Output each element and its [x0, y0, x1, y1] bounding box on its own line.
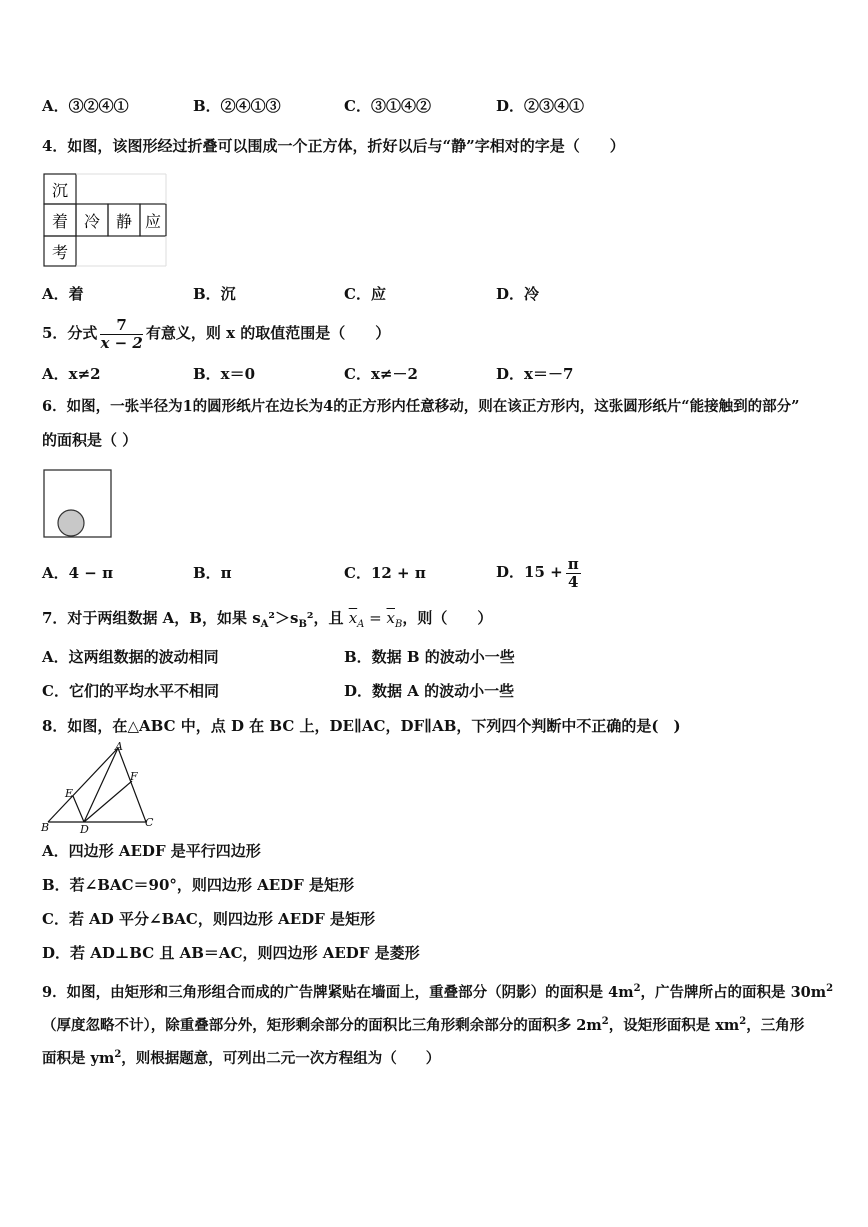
q7-xa-mean: $\overline{x}$ [348, 609, 358, 627]
q6-option-d-num: π [567, 554, 579, 573]
q9-l3b: ，则根据题意，可列出二元一次方程组为（ ） [121, 1049, 441, 1067]
q5-frac-den: x − 2 [100, 333, 143, 352]
q7-text-4: ，则（ ） [402, 609, 493, 627]
q9-l3a: 面积是 ym [42, 1049, 115, 1067]
q7-xb-sub: B [394, 619, 403, 630]
q9-sq-3: 2 [601, 1016, 609, 1027]
net-cell-3: 冷 [83, 212, 101, 231]
q7-stem [42, 608, 492, 635]
q6-option-c: C．12 + π [344, 564, 426, 582]
label-a: A [115, 740, 123, 753]
segment-df [84, 781, 132, 822]
q4-option-a: A．着 [42, 285, 84, 303]
label-e: E [65, 787, 74, 800]
net-cell-5: 应 [144, 212, 162, 231]
q5-stem [42, 314, 390, 352]
segment-de [73, 796, 84, 822]
q9-l2b: ，设矩形面积是 xm [608, 1016, 740, 1034]
side-ac [118, 748, 146, 822]
q8-option-d: D．若 AD⊥BC 且 AB＝AC，则四边形 AEDF 是菱形 [42, 944, 420, 962]
triangle-figure [38, 740, 162, 836]
q9-sq-4: 2 [739, 1016, 747, 1027]
q9-line1 [42, 979, 833, 1003]
label-c: C [145, 816, 154, 829]
q7-option-c: C．它们的平均水平不相同 [42, 682, 219, 700]
q6-option-d-fraction [566, 556, 581, 591]
q7-text-2: ²＞s [268, 609, 299, 627]
q5-fraction [100, 317, 142, 352]
square-circle-figure [42, 468, 114, 540]
q9-sq-2: 2 [826, 983, 834, 994]
q6-option-b: B．π [193, 564, 232, 582]
q9-sq-1: 2 [633, 983, 641, 994]
q7-option-b: B．数据 B 的波动小一些 [344, 648, 515, 666]
q7-xa-sub: A [357, 619, 365, 630]
q3-option-b: B．②④①③ [193, 97, 281, 115]
q7-option-d: D．数据 A 的波动小一些 [344, 682, 515, 700]
q6-option-d [496, 552, 584, 592]
q7-option-a: A．这两组数据的波动相同 [42, 648, 219, 666]
q6-stem-line1: 6．如图，一张半径为1的圆形纸片在边长为4的正方形内任意移动，则在该正方形内，这张圆形纸片“能接触到的部分” [42, 398, 800, 415]
q3-option-a: A．③②④① [42, 97, 129, 115]
q7-sa-sub: A [260, 619, 269, 630]
label-f: F [130, 770, 138, 783]
q9-l1b: ，广告牌所占的面积是 30m [640, 983, 827, 1001]
q6-option-d-den: 4 [567, 572, 579, 591]
q9-sq-5: 2 [114, 1049, 122, 1060]
q8-option-c: C．若 AD 平分∠BAC，则四边形 AEDF 是矩形 [42, 910, 376, 928]
label-b: B [41, 821, 50, 834]
q5-option-a: A．x≠2 [42, 365, 101, 383]
q7-sb-sub: B [298, 619, 307, 630]
q6-option-d-prefix: D．15 + [496, 563, 563, 581]
q3-option-c: C．③①④② [344, 97, 431, 115]
q9-line3 [42, 1045, 440, 1069]
cube-net-figure [42, 170, 170, 270]
q8-stem: 8．如图，在△ABC 中，点 D 在 BC 上，DE∥AC，DF∥AB，下列四个判断中不正确的是( ) [42, 717, 681, 735]
q7-text-1: 7．对于两组数据 A，B，如果 s [42, 609, 261, 627]
q7-eq: = [364, 609, 387, 627]
net-cell-2: 着 [51, 212, 69, 231]
q6-stem-line2: 的面积是（ ） [42, 431, 138, 449]
q5-frac-num: 7 [100, 317, 142, 335]
q5-option-d: D．x＝－7 [496, 365, 574, 383]
q6-option-a: A．4 − π [42, 564, 114, 582]
segment-ad [84, 748, 118, 822]
q7-xb-mean: $\overline{x}$ [386, 609, 395, 627]
q4-option-b: B．沉 [193, 285, 236, 303]
q9-l2a: （厚度忽略不计），除重叠部分外，矩形剩余部分的面积比三角形剩余部分的面积多 2m [42, 1016, 602, 1034]
q8-option-a: A．四边形 AEDF 是平行四边形 [42, 842, 261, 860]
q9-l2c: ，三角形 [746, 1016, 805, 1034]
q4-option-c: C．应 [344, 285, 386, 303]
net-cell-4: 静 [115, 212, 133, 231]
q5-prefix: 5．分式 [42, 324, 98, 342]
q8-option-b: B．若∠BAC＝90°，则四边形 AEDF 是矩形 [42, 876, 355, 894]
q5-option-c: C．x≠－2 [344, 365, 418, 383]
label-d: D [80, 823, 89, 836]
q5-option-b: B．x＝0 [193, 365, 256, 383]
q4-stem: 4．如图，该图形经过折叠可以围成一个正方体，折好以后与“静”字相对的字是（ ） [42, 137, 625, 155]
q7-text-3: ²，且 [306, 609, 344, 627]
q9-l1a: 9．如图，由矩形和三角形组合而成的广告牌紧贴在墙面上，重叠部分（阴影）的面积是 4m [42, 983, 634, 1001]
net-cell-6: 考 [51, 243, 69, 262]
q3-option-d: D．②③④① [496, 97, 585, 115]
q4-option-d: D．冷 [496, 285, 540, 303]
q9-line2 [42, 1012, 804, 1036]
side-ab [48, 748, 118, 822]
net-cell-1: 沉 [51, 181, 69, 200]
q5-suffix: 有意义，则 x 的取值范围是（ ） [145, 324, 391, 342]
